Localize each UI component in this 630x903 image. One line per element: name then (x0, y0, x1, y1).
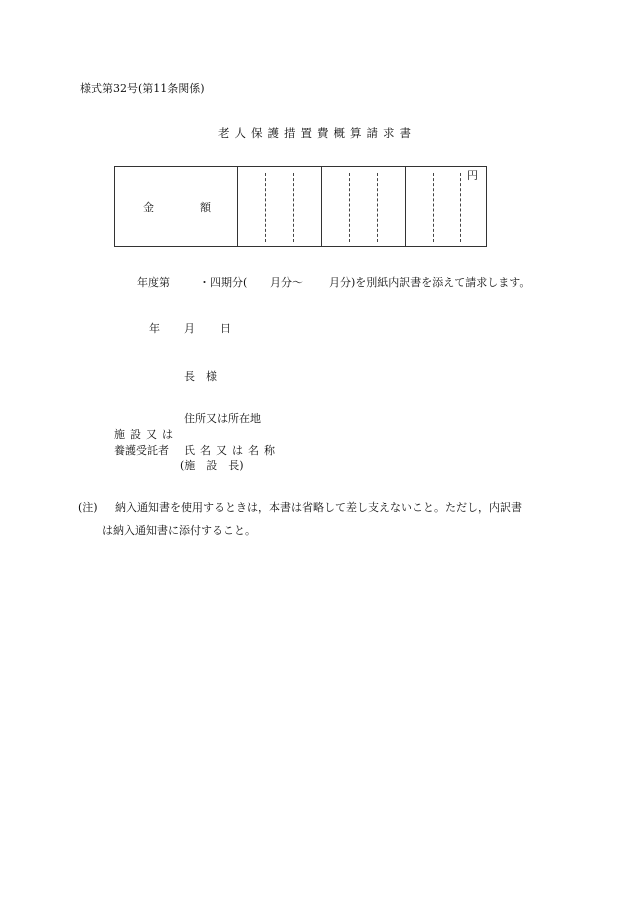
applicant-label-line2: 養護受託者 (114, 444, 169, 457)
digit-separator (293, 173, 294, 242)
date-day: 日 (220, 322, 231, 335)
table-divider (405, 167, 406, 246)
table-divider (321, 167, 322, 246)
date-year: 年 (149, 322, 160, 335)
director-label: (施 設 長) (180, 459, 244, 472)
month-from-label: 月分〜 (270, 276, 303, 289)
digit-separator (349, 173, 350, 242)
digit-separator (433, 173, 434, 242)
address-label: 住所又は所在地 (184, 412, 261, 425)
name-label: 氏名又は名称 (184, 444, 280, 457)
digit-separator (265, 173, 266, 242)
amount-table (114, 166, 487, 247)
applicant-label-line1: 施設又は (114, 428, 178, 441)
amount-label-left: 金 (143, 201, 154, 214)
amount-label-right: 額 (200, 201, 211, 214)
table-divider (237, 167, 238, 246)
page-title: 老人保護措置費概算請求書 (218, 126, 416, 140)
digit-separator (460, 173, 461, 242)
yen-unit: 円 (467, 169, 478, 182)
note-marker: (注) (78, 501, 98, 514)
date-month: 月 (184, 322, 195, 335)
digit-separator (377, 173, 378, 242)
note-line-1: 納入通知書を使用するときは，本書は省略して差し支えないこと。ただし，内訳書 (115, 501, 522, 514)
request-statement: 月分)を別紙内訳書を添えて請求します。 (329, 276, 531, 289)
quarter-label: ・四期分( (199, 276, 248, 289)
addressee: 長 様 (184, 370, 217, 383)
form-number: 様式第32号(第11条関係) (80, 82, 205, 95)
note-line-2: は納入通知書に添付すること。 (102, 524, 256, 537)
fiscal-year-label: 年度第 (137, 276, 170, 289)
